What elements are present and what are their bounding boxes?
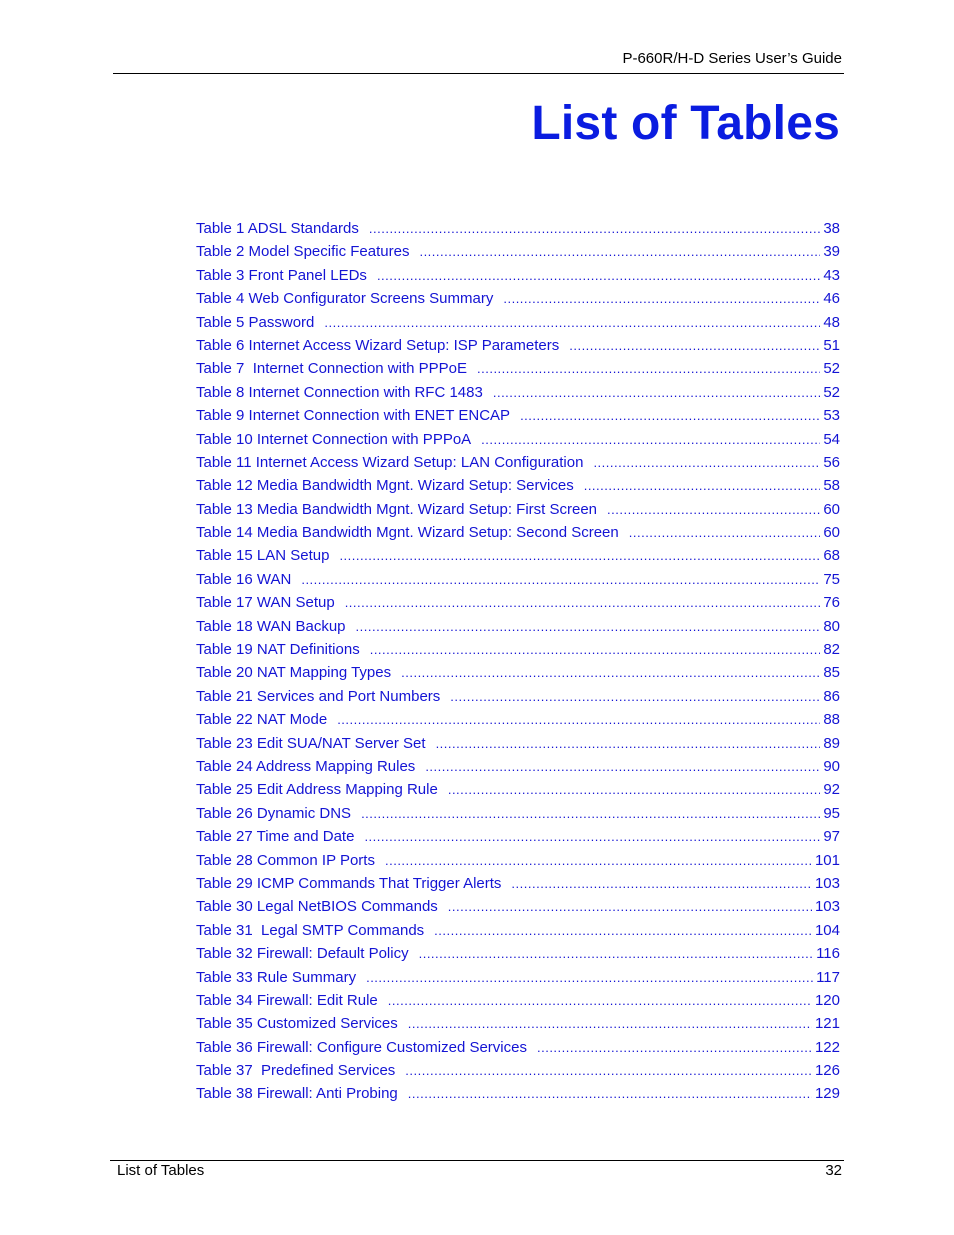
toc-entry-page-number: 52 (823, 360, 840, 378)
toc-entry-label: Table 25 Edit Address Mapping Rule (196, 781, 438, 799)
toc-dot-leader (339, 544, 820, 567)
footer-page-number: 32 (825, 1162, 842, 1179)
toc-dot-leader (503, 287, 820, 310)
toc-entry[interactable] (196, 521, 840, 544)
toc-dot-leader (481, 428, 820, 451)
toc-entry[interactable] (196, 287, 840, 310)
toc-entry-label: Table 35 Customized Services (196, 1015, 398, 1033)
toc-entry[interactable] (196, 685, 840, 708)
toc-entry-label: Table 17 WAN Setup (196, 594, 335, 612)
toc-entry[interactable] (196, 638, 840, 661)
toc-entry-page-number: 86 (823, 687, 840, 705)
toc-dot-leader (477, 357, 820, 380)
toc-entry[interactable] (196, 264, 840, 287)
toc-entry-label: Table 27 Time and Date (196, 828, 355, 846)
toc-entry[interactable] (196, 802, 840, 825)
toc-entry-label: Table 16 WAN (196, 570, 292, 588)
toc-entry-page-number: 46 (823, 290, 840, 308)
footer-section-name: List of Tables (117, 1162, 205, 1179)
toc-entry[interactable] (196, 895, 840, 918)
toc-entry[interactable] (196, 942, 840, 965)
toc-entry-page-number: 129 (814, 1085, 840, 1103)
toc-entry-label: Table 5 Password (196, 313, 315, 331)
toc-dot-leader (369, 217, 820, 240)
toc-entry[interactable] (196, 989, 840, 1012)
toc-entry-label: Table 31 Legal SMTP Commands (196, 921, 425, 939)
toc-dot-leader (356, 615, 821, 638)
toc-dot-leader (364, 825, 820, 848)
toc-dot-leader (361, 802, 820, 825)
toc-entry-page-number: 68 (823, 547, 840, 565)
toc-entry[interactable] (196, 1082, 840, 1105)
toc-dot-leader (401, 661, 820, 684)
toc-dot-leader (408, 1082, 812, 1105)
toc-entry-label: Table 1 ADSL Standards (196, 220, 359, 237)
toc-entry[interactable] (196, 755, 840, 778)
toc-dot-leader (301, 568, 820, 591)
toc-entry-page-number: 122 (814, 1038, 840, 1056)
header-divider (113, 73, 844, 74)
toc-entry[interactable] (196, 708, 840, 731)
toc-entry-page-number: 38 (823, 220, 840, 237)
toc-entry-label: Table 4 Web Configurator Screens Summary (196, 290, 494, 308)
header-guide-title: P-660R/H-D Series User’s Guide (622, 50, 842, 67)
toc-dot-leader (419, 942, 813, 965)
toc-entry[interactable] (196, 217, 840, 240)
page-title: List of Tables (531, 97, 840, 150)
toc-entry-label: Table 21 Services and Port Numbers (196, 687, 441, 705)
toc-entry[interactable] (196, 1012, 840, 1035)
toc-dot-leader (607, 498, 820, 521)
toc-entry-page-number: 126 (814, 1062, 840, 1080)
toc-entry-page-number: 97 (823, 828, 840, 846)
toc-entry-page-number: 56 (823, 453, 840, 471)
toc-entry-label: Table 32 Firewall: Default Policy (196, 945, 409, 963)
toc-entry[interactable] (196, 615, 840, 638)
toc-dot-leader (385, 849, 812, 872)
toc-entry[interactable] (196, 311, 840, 334)
toc-entry-page-number: 88 (823, 711, 840, 729)
toc-dot-leader (493, 381, 820, 404)
toc-entry[interactable] (196, 849, 840, 872)
toc-entry[interactable] (196, 1059, 840, 1082)
toc-entry[interactable] (196, 474, 840, 497)
toc-entry-page-number: 101 (814, 851, 840, 869)
toc-entry[interactable] (196, 451, 840, 474)
toc-entry-label: Table 36 Firewall: Configure Customized Services (196, 1038, 527, 1056)
toc-entry-label: Table 34 Firewall: Edit Rule (196, 991, 378, 1009)
toc-entry-label: Table 9 Internet Connection with ENET ENCAP (196, 407, 511, 425)
toc-entry-page-number: 76 (823, 594, 840, 612)
toc-entry[interactable] (196, 778, 840, 801)
toc-entry-label: Table 30 Legal NetBIOS Commands (196, 898, 438, 916)
toc-dot-leader (450, 685, 820, 708)
toc-dot-leader (629, 521, 821, 544)
toc-entry-page-number: 103 (814, 898, 840, 916)
toc-entry-page-number: 58 (823, 477, 840, 495)
toc-dot-leader (448, 895, 812, 918)
toc-entry-page-number: 80 (823, 617, 840, 635)
toc-dot-leader (425, 755, 820, 778)
toc-entry-label: Table 28 Common IP Ports (196, 851, 375, 869)
toc-dot-leader (324, 311, 820, 334)
toc-dot-leader (388, 989, 812, 1012)
toc-dot-leader (366, 966, 813, 989)
toc-entry[interactable] (196, 919, 840, 942)
toc-entry-page-number: 52 (823, 383, 840, 401)
toc-dot-leader (405, 1059, 812, 1082)
toc-entry-label: Table 20 NAT Mapping Types (196, 664, 392, 682)
toc-entry-label: Table 2 Model Specific Features (196, 243, 410, 261)
toc-entry-page-number: 43 (823, 266, 840, 284)
toc-dot-leader (520, 404, 820, 427)
toc-entry-label: Table 15 LAN Setup (196, 547, 330, 565)
toc-entry-label: Table 33 Rule Summary (196, 968, 357, 986)
toc-entry-page-number: 48 (823, 313, 840, 331)
toc-entry-label: Table 13 Media Bandwidth Mgnt. Wizard Setup: First Screen (196, 500, 598, 518)
toc-entry[interactable] (196, 568, 840, 591)
toc-dot-leader (337, 708, 820, 731)
toc-entry-page-number: 103 (814, 874, 840, 892)
toc-entry[interactable] (196, 404, 840, 427)
toc-dot-leader (511, 872, 812, 895)
toc-entry-label: Table 12 Media Bandwidth Mgnt. Wizard Setup: Services (196, 477, 574, 495)
toc-entry[interactable] (196, 381, 840, 404)
toc-entry-page-number: 51 (823, 336, 840, 354)
table-of-contents (196, 217, 840, 1106)
toc-entry-label: Table 24 Address Mapping Rules (196, 757, 416, 775)
toc-entry-page-number: 75 (823, 570, 840, 588)
toc-entry[interactable] (196, 732, 840, 755)
toc-entry-label: Table 3 Front Panel LEDs (196, 266, 367, 284)
toc-entry-label: Table 14 Media Bandwidth Mgnt. Wizard Setup: Second Screen (196, 524, 619, 542)
toc-entry-page-number: 82 (823, 641, 840, 659)
toc-dot-leader (408, 1012, 812, 1035)
toc-entry-label: Table 37 Predefined Services (196, 1062, 396, 1080)
toc-dot-leader (370, 638, 821, 661)
toc-dot-leader (569, 334, 820, 357)
toc-entry[interactable] (196, 357, 840, 380)
toc-entry-page-number: 104 (814, 921, 840, 939)
toc-dot-leader (377, 264, 820, 287)
toc-entry-label: Table 18 WAN Backup (196, 617, 346, 635)
toc-entry-page-number: 92 (823, 781, 840, 799)
toc-entry-label: Table 26 Dynamic DNS (196, 804, 352, 822)
toc-entry[interactable] (196, 591, 840, 614)
toc-entry[interactable] (196, 428, 840, 451)
toc-dot-leader (419, 240, 820, 263)
toc-dot-leader (584, 474, 821, 497)
toc-entry[interactable] (196, 825, 840, 848)
toc-entry-label: Table 6 Internet Access Wizard Setup: ISP Parameters (196, 336, 560, 354)
toc-entry-label: Table 11 Internet Access Wizard Setup: LAN Configuration (196, 453, 584, 471)
toc-entry[interactable] (196, 1036, 840, 1059)
toc-entry-page-number: 53 (823, 407, 840, 425)
toc-entry-page-number: 90 (823, 757, 840, 775)
toc-entry[interactable] (196, 334, 840, 357)
toc-entry[interactable] (196, 661, 840, 684)
toc-entry-page-number: 116 (816, 945, 840, 963)
toc-entry[interactable] (196, 544, 840, 567)
toc-entry-page-number: 54 (823, 430, 840, 448)
toc-entry[interactable] (196, 498, 840, 521)
toc-dot-leader (537, 1036, 812, 1059)
toc-dot-leader (436, 732, 821, 755)
toc-dot-leader (593, 451, 820, 474)
toc-entry-page-number: 95 (823, 804, 840, 822)
footer-divider (110, 1160, 844, 1161)
toc-entry-label: Table 19 NAT Definitions (196, 641, 360, 659)
toc-entry-page-number: 89 (823, 734, 840, 752)
toc-entry[interactable] (196, 966, 840, 989)
toc-entry-page-number: 60 (823, 524, 840, 542)
toc-entry-page-number: 85 (823, 664, 840, 682)
toc-dot-leader (434, 919, 812, 942)
toc-entry-page-number: 121 (814, 1015, 840, 1033)
toc-entry-label: Table 23 Edit SUA/NAT Server Set (196, 734, 426, 752)
toc-entry-label: Table 29 ICMP Commands That Trigger Alerts (196, 874, 502, 892)
toc-entry-page-number: 120 (814, 991, 840, 1009)
toc-entry-label: Table 10 Internet Connection with PPPoA (196, 430, 472, 448)
toc-entry-page-number: 117 (816, 968, 840, 986)
toc-entry-page-number: 39 (823, 243, 840, 261)
toc-entry[interactable] (196, 240, 840, 263)
toc-entry-label: Table 7 Internet Connection with PPPoE (196, 360, 467, 378)
toc-entry-page-number: 60 (823, 500, 840, 518)
toc-entry-label: Table 22 NAT Mode (196, 711, 328, 729)
toc-dot-leader (448, 778, 820, 801)
toc-entry-label: Table 38 Firewall: Anti Probing (196, 1085, 398, 1103)
toc-entry[interactable] (196, 872, 840, 895)
toc-dot-leader (345, 591, 821, 614)
toc-entry-label: Table 8 Internet Connection with RFC 1483 (196, 383, 483, 401)
